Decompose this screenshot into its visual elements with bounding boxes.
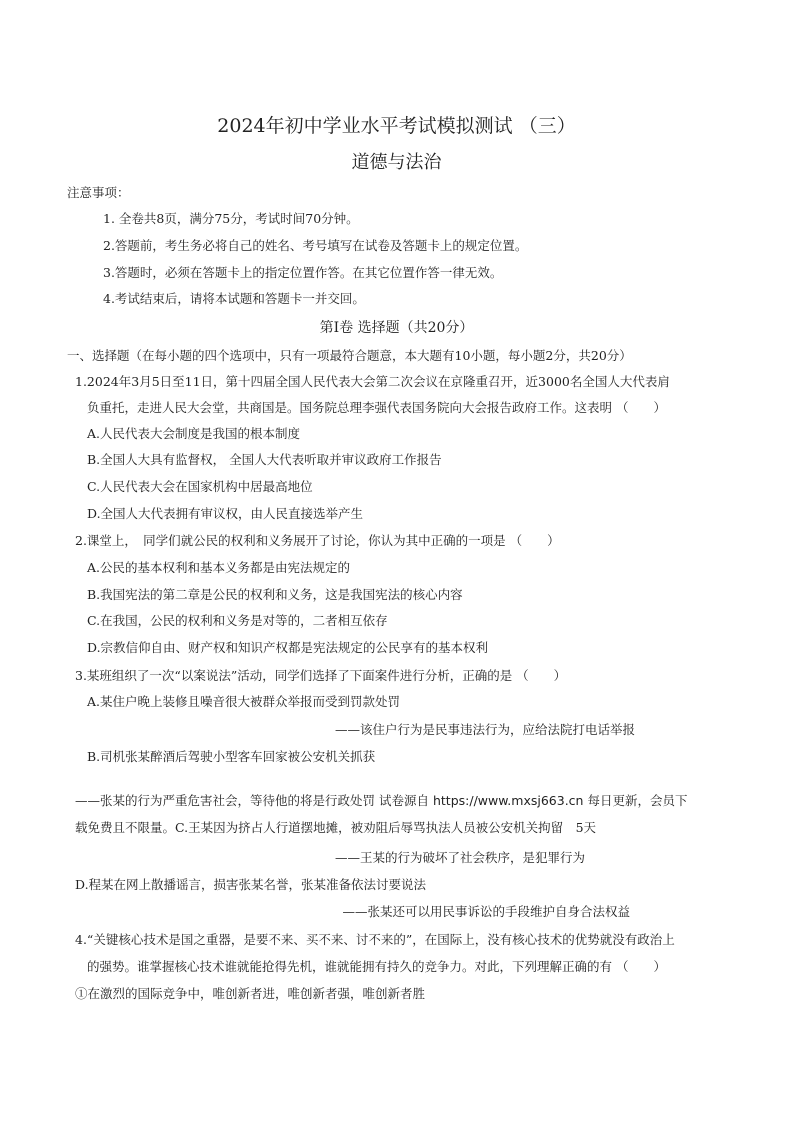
- q2-option-d: D.宗教信仰自由、财产权和知识产权都是宪法规定的公民享有的基本权利: [87, 640, 489, 655]
- notice-item: 1. 全卷共8页，满分75分，考试时间70分钟。: [103, 211, 359, 226]
- q3-stem: 3.某班组织了一次“以案说法”活动，同学们选择了下面案件进行分析，正确的是 （ ）: [75, 668, 567, 683]
- exam-subject: 道德与法治: [351, 152, 442, 173]
- q3-option-c: 载免费且不限量。C.王某因为挤占人行道摆地摊，被劝阻后辱骂执法人员被公安机关拘留 5天: [75, 820, 597, 835]
- q1-option-d: D.全国人大代表拥有审议权，由人民直接选举产生: [87, 506, 364, 521]
- q1-option-b: B.全国人大具有监督权， 全国人大代表听取并审议政府工作报告: [87, 452, 442, 467]
- q2-option-a: A.公民的基本权利和基本义务都是由宪法规定的: [87, 560, 351, 575]
- q1-stem: 1.2024年3月5日至11日，第十四届全国人民代表大会第二次会议在京隆重召开，近3000名全国人大代表肩: [75, 374, 670, 389]
- source-url-link[interactable]: https://www.mxsj663.cn: [432, 793, 584, 808]
- q2-option-c: C.在我国，公民的权利和义务是对等的，二者相互依存: [87, 613, 388, 628]
- exam-title: 2024年初中学业水平考试模拟测试 （三）: [217, 115, 576, 137]
- q3-option-d-note: ——张某还可以用民事诉讼的手段维护自身合法权益: [342, 904, 630, 919]
- q4-item-1: ①在激烈的国际竞争中，唯创新者进，唯创新者强，唯创新者胜: [75, 986, 426, 1001]
- part1-instruction: 一、选择题（在每小题的四个选项中，只有一项最符合题意，本大题有10小题，每小题2分，共20分）: [67, 348, 632, 363]
- q1-stem-cont: 负重托，走进人民大会堂，共商国是。国务院总理李强代表国务院向大会报告政府工作。这表明 （ ）: [87, 400, 666, 415]
- q1-option-c: C.人民代表大会在国家机构中居最高地位: [87, 479, 313, 494]
- q2-option-b: B.我国宪法的第二章是公民的权利和义务，这是我国宪法的核心内容: [87, 587, 463, 602]
- notice-item: 3.答题时，必须在答题卡上的指定位置作答。在其它位置作答一律无效。: [103, 265, 503, 280]
- q3-option-a: A.某住户晚上装修且噪音很大被群众举报而受到罚款处罚: [87, 694, 401, 709]
- part1-title: 第Ⅰ卷 选择题（共20分）: [319, 320, 474, 336]
- q3-option-c-note: ——王某的行为破坏了社会秩序，是犯罪行为: [334, 850, 585, 865]
- notice-item: 2.答题前，考生务必将自己的姓名、考号填写在试卷及答题卡上的规定位置。: [103, 238, 528, 253]
- q4-stem-cont: 的强势。谁掌握核心技术谁就能抢得先机，谁就能拥有持久的竞争力。对此，下列理解正确的有 （ ）: [87, 959, 666, 974]
- q3-option-b: B.司机张某醉酒后驾驶小型客车回家被公安机关抓获: [87, 749, 376, 764]
- q1-option-a: A.人民代表大会制度是我国的根本制度: [87, 426, 301, 441]
- q3-option-b-note-text: ——张某的行为严重危害社会，等待他的将是行政处罚 试卷源自: [75, 793, 429, 808]
- notice-heading: 注意事项：: [67, 185, 130, 200]
- notice-item: 4.考试结束后，请将本试题和答题卡一并交回。: [103, 291, 365, 306]
- q3-option-b-note: [75, 792, 793, 810]
- q3-option-d: D.程某在网上散播谣言，损害张某名誉，张某准备依法讨要说法: [75, 877, 427, 892]
- q4-stem: 4.“关键核心技术是国之重器，是要不来、买不来、讨不来的”，在国际上，没有核心技术的优势就没有政治上: [75, 932, 675, 947]
- q2-stem: 2.课堂上， 同学们就公民的权利和义务展开了讨论，你认为其中正确的一项是 （ ）: [75, 533, 560, 548]
- q3-option-a-note: ——该住户行为是民事违法行为，应给法院打电话举报: [334, 722, 635, 737]
- q3-option-b-note-suffix: 每日更新，会员下: [587, 793, 688, 808]
